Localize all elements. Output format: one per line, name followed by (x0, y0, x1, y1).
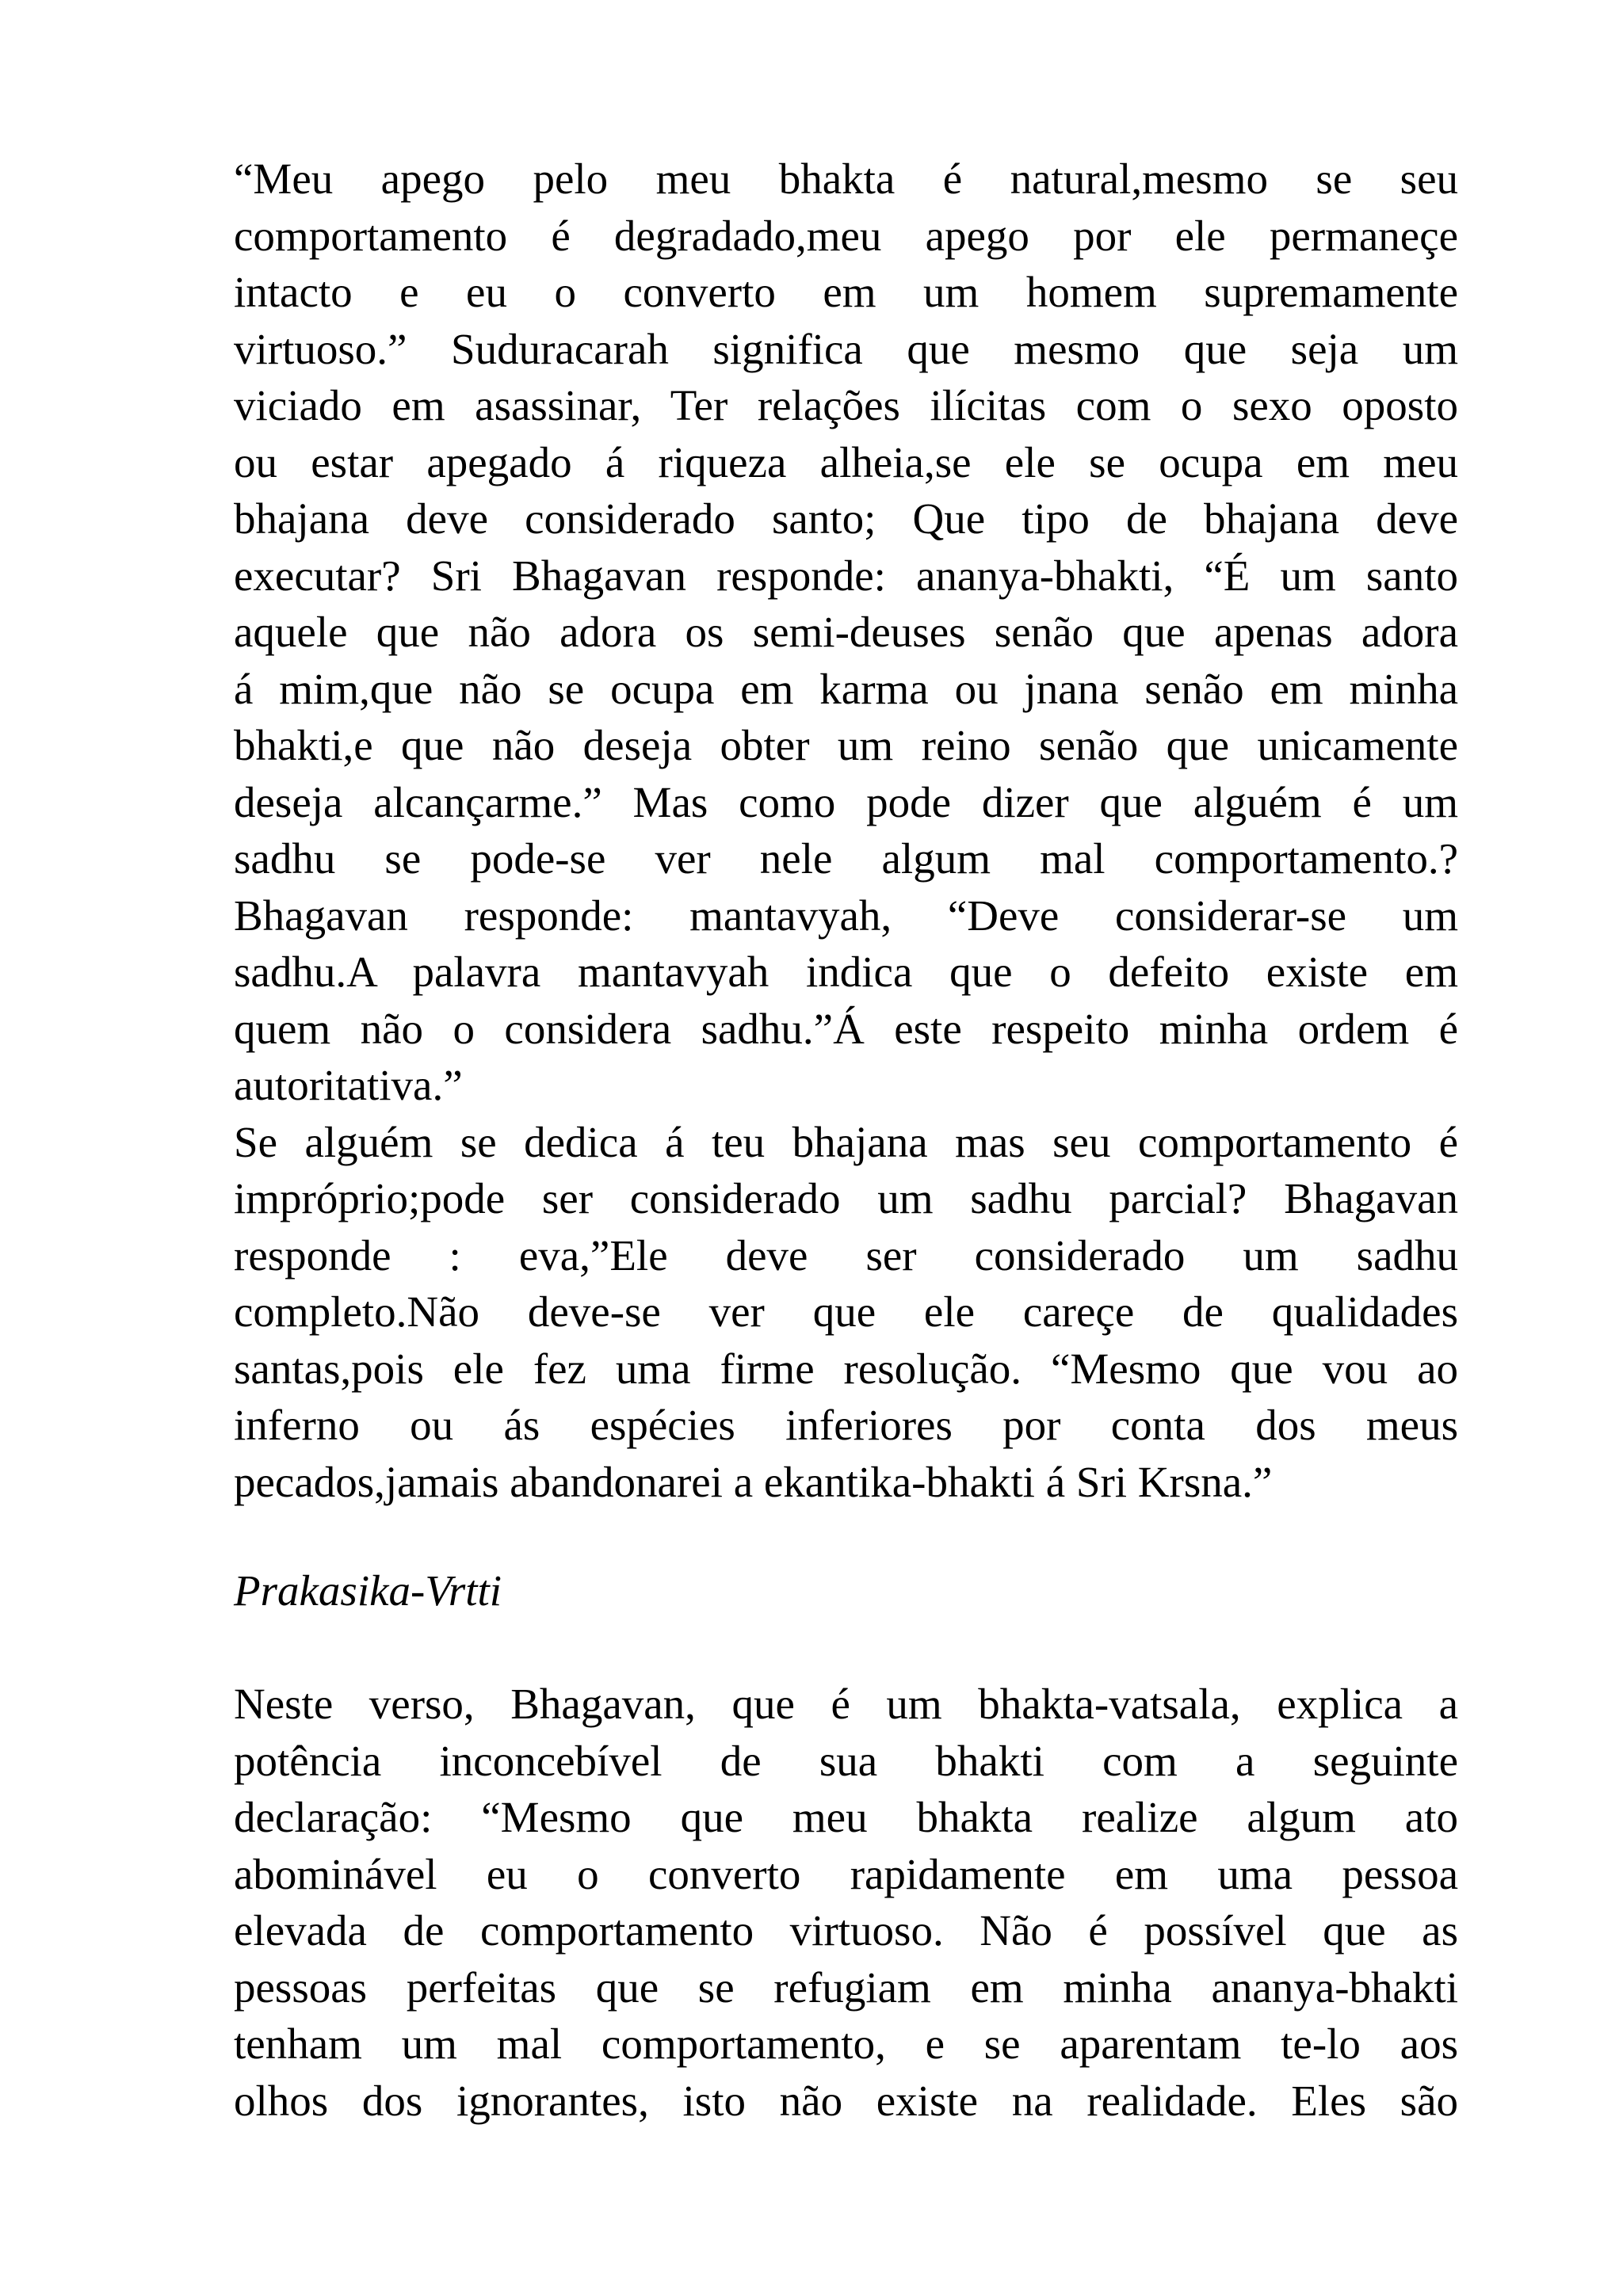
text-line: viciado em asassinar, Ter relações ilícitas com o sexo oposto (234, 381, 1458, 429)
text-line: potência inconcebível de sua bhakti com a seguinte (234, 1736, 1458, 1785)
text-line: bhakti,e que não deseja obter um reino senão que unicamente (234, 721, 1458, 769)
text-line: Se alguém se dedica á teu bhajana mas seu comportamento é (234, 1117, 1458, 1166)
text-line: comportamento é degradado,meu apego por ele permaneçe (234, 211, 1458, 260)
text-line: á mim,que não se ocupa em karma ou jnana senão em minha (234, 664, 1458, 713)
text-line: quem não o considera sadhu.”Á este respeito minha ordem é (234, 1004, 1458, 1053)
section-heading-block (234, 1562, 1458, 1619)
text-line: Neste verso, Bhagavan, que é um bhakta-vatsala, explica a (234, 1680, 1458, 1728)
text-line: pecados,jamais abandonarei a ekantika-bhakti á Sri Krsna.” (234, 1457, 1273, 1506)
text-line: tenham um mal comportamento, e se aparentam te-lo aos (234, 2019, 1458, 2068)
text-line: completo.Não deve-se ver que ele careçe de qualidades (234, 1287, 1458, 1336)
text-line: Bhagavan responde: mantavyah, “Deve considerar-se um (234, 891, 1458, 940)
section-heading: Prakasika-Vrtti (234, 1566, 502, 1615)
text-line: executar? Sri Bhagavan responde: ananya-bhakti, “É um santo (234, 551, 1458, 600)
text-line: declaração: “Mesmo que meu bhakta realize algum ato (234, 1793, 1458, 1841)
text-line: olhos dos ignorantes, isto não existe na realidade. Eles são (234, 2076, 1458, 2125)
text-line: sadhu se pode-se ver nele algum mal comportamento.? (234, 834, 1458, 883)
text-line: elevada de comportamento virtuoso. Não é possível que as (234, 1906, 1458, 1955)
text-line: santas,pois ele fez uma firme resolução. “Mesmo que vou ao (234, 1344, 1458, 1393)
text-line: impróprio;pode ser considerado um sadhu parcial? Bhagavan (234, 1174, 1458, 1222)
text-line: ou estar apegado á riqueza alheia,se ele se ocupa em meu (234, 437, 1458, 486)
text-line: aquele que não adora os semi-deuses senão que apenas adora (234, 608, 1458, 656)
text-line: inferno ou ás espécies inferiores por conta dos meus (234, 1401, 1458, 1449)
text-line: bhajana deve considerado santo; Que tipo de bhajana deve (234, 494, 1458, 543)
prakasika-vrtti-paragraph (234, 1676, 1458, 2129)
text-line: virtuoso.” Suduracarah significa que mesmo que seja um (234, 324, 1458, 373)
text-line: responde : eva,”Ele deve ser considerado um sadhu (234, 1230, 1458, 1280)
commentary-paragraph (234, 151, 1458, 1510)
text-line: pessoas perfeitas que se refugiam em minha ananya-bhakti (234, 1962, 1458, 2012)
text-line: “Meu apego pelo meu bhakta é natural,mesmo se seu (234, 154, 1458, 203)
text-line: sadhu.A palavra mantavyah indica que o defeito existe em (234, 948, 1458, 996)
text-line: deseja alcançarme.” Mas como pode dizer que alguém é um (234, 777, 1458, 826)
text-line: intacto e eu o converto em um homem supremamente (234, 268, 1458, 316)
text-line: abominável eu o converto rapidamente em uma pessoa (234, 1849, 1458, 1898)
text-line: autoritativa.” (234, 1061, 463, 1109)
